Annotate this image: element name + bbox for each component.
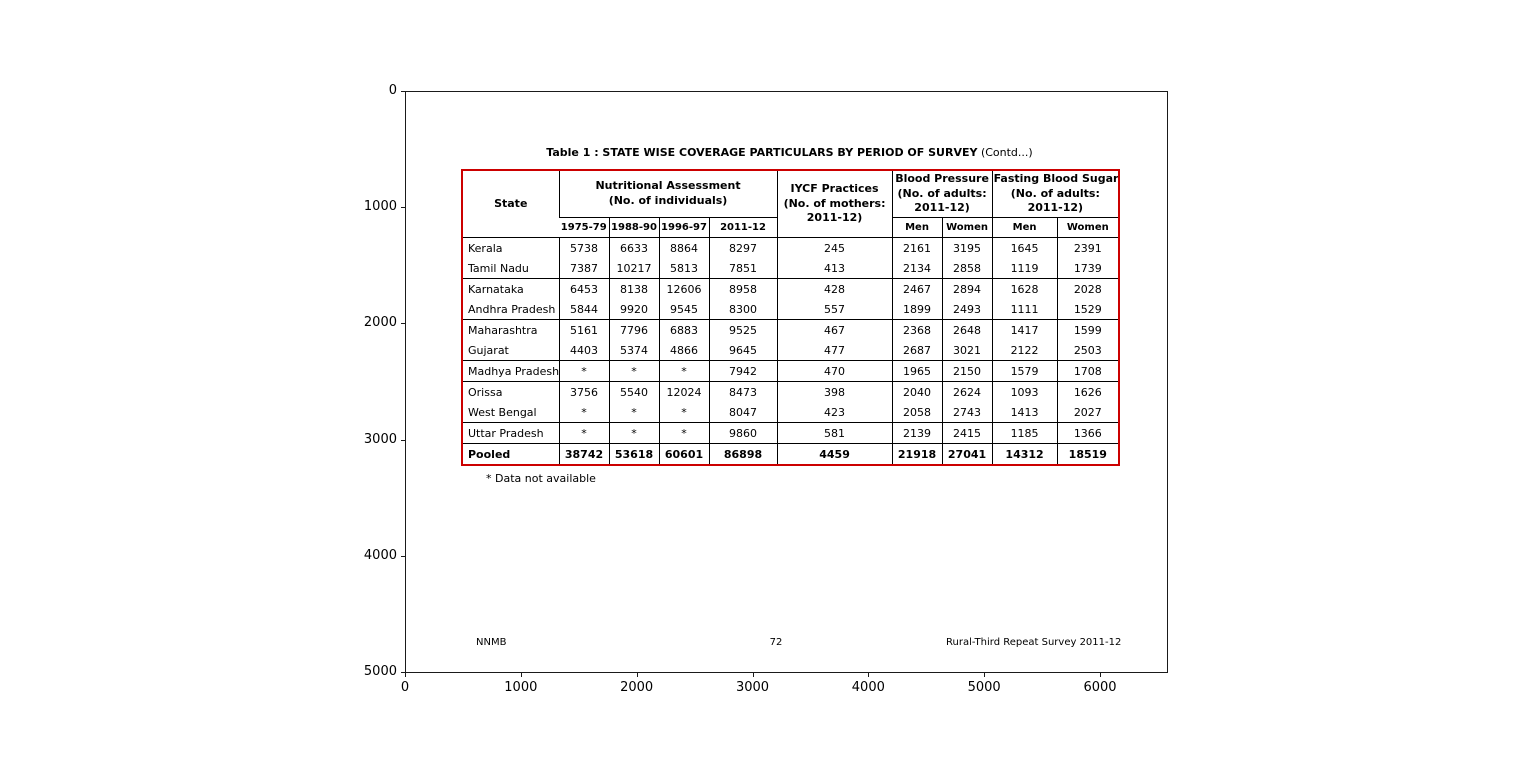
cell-value: 2894 — [942, 279, 992, 300]
x-tick — [868, 673, 869, 677]
header-line: IYCF Practices — [790, 181, 879, 195]
cell-value: 413 — [777, 258, 892, 279]
cell-value: 1628 — [992, 279, 1057, 300]
header-year-1975-79: 1975-79 — [559, 218, 609, 238]
cell-value: 5540 — [609, 382, 659, 403]
table-title: Table 1 : STATE WISE COVERAGE PARTICULARS BY PERIOD OF SURVEY — [546, 146, 978, 159]
cell-value: 9525 — [709, 320, 777, 341]
table-row — [462, 299, 1119, 320]
cell-value: 10217 — [609, 258, 659, 279]
cell-value: 2503 — [1057, 340, 1119, 361]
header-line: Blood Pressure — [895, 171, 989, 185]
y-tick-label: 0 — [388, 83, 397, 98]
cell-value: 2122 — [992, 340, 1057, 361]
cell-value: 5844 — [559, 299, 609, 320]
cell-state: Orissa — [468, 385, 503, 399]
table-row — [462, 361, 1119, 382]
cell-state: Gujarat — [462, 340, 559, 361]
cell-value: 1579 — [992, 361, 1057, 382]
header-line: (No. of adults: — [897, 186, 987, 200]
x-tick-label: 5000 — [967, 680, 1001, 695]
header-line: (No. of individuals) — [608, 194, 728, 207]
cell-value: 1899 — [892, 299, 942, 320]
x-tick-label: 4000 — [851, 680, 885, 695]
cell-value: 18519 — [1057, 444, 1119, 466]
cell-value: 2415 — [942, 423, 992, 444]
cell-value: * — [559, 361, 609, 382]
header-line: (No. of adults: — [1010, 186, 1100, 200]
cell-value: 467 — [777, 320, 892, 341]
cell-state: Tamil Nadu — [462, 258, 559, 279]
table-body — [462, 238, 1119, 466]
table-row — [462, 340, 1119, 361]
table-row — [462, 423, 1119, 444]
y-tick-label: 2000 — [363, 315, 397, 331]
cell-state: Karnataka — [468, 282, 524, 296]
header-fbs-women: Women — [1057, 218, 1119, 238]
cell-value: 2624 — [942, 382, 992, 403]
cell-value: 1417 — [992, 320, 1057, 341]
cell-value: 2134 — [892, 258, 942, 279]
cell-value: 1366 — [1057, 423, 1119, 444]
cell-value: 3756 — [559, 382, 609, 403]
table-row — [462, 258, 1119, 279]
cell-value: 398 — [777, 382, 892, 403]
x-tick — [637, 673, 638, 677]
cell-value: 428 — [777, 279, 892, 300]
y-tick — [401, 556, 405, 557]
cell-value: 2161 — [892, 238, 942, 259]
cell-value: 12024 — [659, 382, 709, 403]
cell-value: 5161 — [559, 320, 609, 341]
header-line: 2011-12) — [1027, 201, 1084, 215]
cell-value: 60601 — [659, 444, 709, 466]
cell-value: 7851 — [709, 258, 777, 279]
cell-value: 1599 — [1057, 320, 1119, 341]
cell-value: * — [659, 423, 709, 444]
x-tick-label: 0 — [400, 680, 410, 695]
cell-value: * — [609, 361, 659, 382]
cell-value: * — [659, 361, 709, 382]
header-line: (No. of mothers: — [783, 196, 886, 210]
y-tick-label: 4000 — [363, 547, 397, 563]
cell-value: 9920 — [609, 299, 659, 320]
cell-value: 1119 — [992, 258, 1057, 279]
cell-value: 2058 — [892, 402, 942, 423]
cell-value: 1739 — [1057, 258, 1119, 279]
cell-value: 3195 — [942, 238, 992, 259]
header-line: Fasting Blood Sugar — [993, 171, 1119, 185]
header-blood-pressure — [892, 170, 992, 218]
header-nutritional-assessment — [559, 170, 777, 218]
cell-value: 1626 — [1057, 382, 1119, 403]
cell-value: 557 — [777, 299, 892, 320]
header-bp-men: Men — [892, 218, 942, 238]
coverage-table — [461, 169, 1120, 466]
header-line: Nutritional Assessment — [595, 179, 741, 193]
cell-value: 4459 — [777, 444, 892, 466]
cell-value: 5813 — [659, 258, 709, 279]
cell-value: 6883 — [659, 320, 709, 341]
cell-value: 9645 — [709, 340, 777, 361]
cell-value: 2858 — [942, 258, 992, 279]
table-row — [462, 320, 1119, 341]
header-year-2011-12: 2011-12 — [709, 218, 777, 238]
y-tick-label: 5000 — [363, 664, 397, 679]
x-tick — [521, 673, 522, 677]
cell-value: 12606 — [659, 279, 709, 300]
cell-value: 86898 — [709, 444, 777, 466]
cell-value: * — [559, 402, 609, 423]
y-tick-label: 1000 — [363, 199, 397, 215]
cell-value: 14312 — [992, 444, 1057, 466]
cell-value: 27041 — [942, 444, 992, 466]
cell-state: Madhya Pradesh — [462, 361, 559, 382]
cell-value: 5374 — [609, 340, 659, 361]
cell-value: 21918 — [892, 444, 942, 466]
cell-value: 2027 — [1057, 402, 1119, 423]
cell-value: * — [659, 402, 709, 423]
table-row — [462, 382, 1119, 403]
cell-state: Kerala — [468, 241, 503, 255]
cell-value: 423 — [777, 402, 892, 423]
x-tick — [1100, 673, 1101, 677]
header-year-1996-97: 1996-97 — [659, 218, 709, 238]
cell-value: 38742 — [559, 444, 609, 466]
header-group-row — [462, 170, 1119, 218]
cell-value: 8300 — [709, 299, 777, 320]
table-row — [462, 238, 1119, 259]
x-tick — [753, 673, 754, 677]
cell-value: 4403 — [559, 340, 609, 361]
header-year-1988-90: 1988-90 — [609, 218, 659, 238]
x-tick — [405, 673, 406, 677]
x-tick-label: 3000 — [735, 680, 770, 695]
footer-org: NNMB — [476, 637, 507, 648]
cell-value: 470 — [777, 361, 892, 382]
cell-value: 7942 — [709, 361, 777, 382]
cell-state: Pooled — [468, 447, 511, 461]
cell-value: 1965 — [892, 361, 942, 382]
cell-value: 8864 — [659, 238, 709, 259]
page-number: 72 — [769, 637, 783, 648]
cell-value: 9860 — [709, 423, 777, 444]
y-tick — [401, 323, 405, 324]
cell-value: 6633 — [609, 238, 659, 259]
cell-value: 2467 — [892, 279, 942, 300]
y-tick — [401, 207, 405, 208]
cell-value: 477 — [777, 340, 892, 361]
header-bp-women: Women — [942, 218, 992, 238]
table-title-suffix: (Contd...) — [977, 146, 1033, 159]
header-iycf — [777, 170, 892, 238]
x-tick-label: 6000 — [1083, 680, 1117, 695]
cell-value: * — [559, 423, 609, 444]
cell-value: 9545 — [659, 299, 709, 320]
cell-value: 1708 — [1057, 361, 1119, 382]
cell-state: Uttar Pradesh — [462, 423, 559, 444]
y-tick — [401, 672, 405, 673]
cell-value: 2493 — [942, 299, 992, 320]
cell-value: 1413 — [992, 402, 1057, 423]
cell-value: 2687 — [892, 340, 942, 361]
cell-state: Andhra Pradesh — [462, 299, 559, 320]
cell-value: 245 — [777, 238, 892, 259]
cell-value: 1093 — [992, 382, 1057, 403]
header-fbs-men: Men — [992, 218, 1057, 238]
header-state: State — [462, 170, 559, 238]
cell-value: 2743 — [942, 402, 992, 423]
cell-value: 53618 — [609, 444, 659, 466]
cell-value: 1111 — [992, 299, 1057, 320]
cell-value: 4866 — [659, 340, 709, 361]
header-line: 2011-12) — [806, 211, 863, 225]
cell-value: 2139 — [892, 423, 942, 444]
x-tick-label: 1000 — [504, 680, 538, 695]
cell-value: 8473 — [709, 382, 777, 403]
y-tick-label: 3000 — [363, 431, 397, 447]
cell-value: 8138 — [609, 279, 659, 300]
cell-state: Maharashtra — [468, 323, 538, 337]
cell-value: 2150 — [942, 361, 992, 382]
cell-value: * — [609, 402, 659, 423]
cell-value: 8958 — [709, 279, 777, 300]
cell-value: 3021 — [942, 340, 992, 361]
y-tick — [401, 440, 405, 441]
header-fasting-blood-sugar — [992, 170, 1119, 218]
header-line: 2011-12) — [914, 201, 970, 215]
cell-value: 2040 — [892, 382, 942, 403]
footer-survey: Rural-Third Repeat Survey 2011-12 — [946, 637, 1122, 648]
y-tick — [401, 91, 405, 92]
cell-value: 2648 — [942, 320, 992, 341]
cell-value: 7387 — [559, 258, 609, 279]
table-row — [462, 444, 1119, 466]
cell-value: 1645 — [992, 238, 1057, 259]
cell-value: * — [609, 423, 659, 444]
cell-value: 6453 — [559, 279, 609, 300]
table-row — [462, 402, 1119, 423]
cell-value: 8297 — [709, 238, 777, 259]
x-tick — [984, 673, 985, 677]
cell-value: 2391 — [1057, 238, 1119, 259]
cell-value: 5738 — [559, 238, 609, 259]
footnote: * Data not available — [486, 472, 596, 485]
x-tick-label: 2000 — [620, 680, 654, 695]
cell-value: 8047 — [709, 402, 777, 423]
cell-value: 581 — [777, 423, 892, 444]
plot-axes — [405, 91, 1168, 673]
cell-value: 1529 — [1057, 299, 1119, 320]
cell-value: 2028 — [1057, 279, 1119, 300]
cell-value: 2368 — [892, 320, 942, 341]
cell-value: 1185 — [992, 423, 1057, 444]
cell-value: 7796 — [609, 320, 659, 341]
cell-state: West Bengal — [462, 402, 559, 423]
table-row — [462, 279, 1119, 300]
page-title — [461, 146, 1118, 159]
